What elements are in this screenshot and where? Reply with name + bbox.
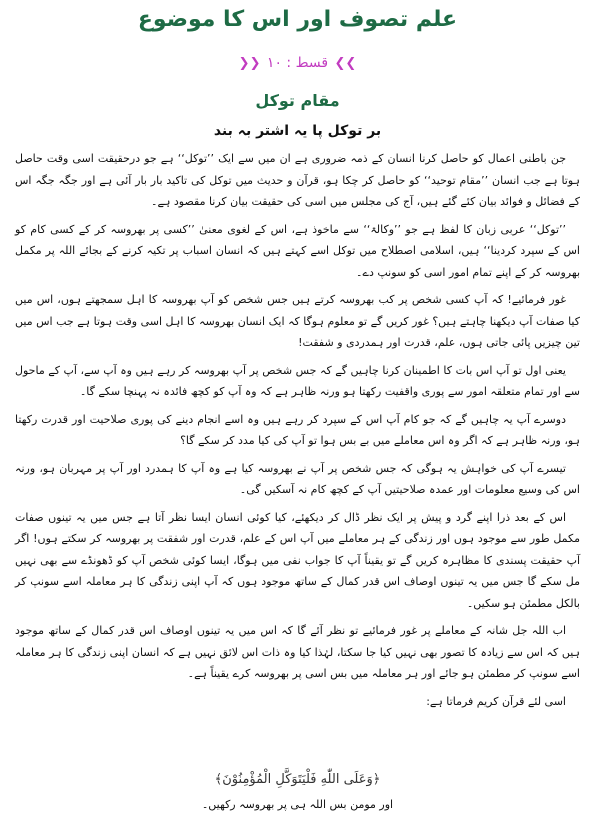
section-heading: بر توکل پا یہ اشتر بہ بند (213, 123, 382, 139)
paragraph-3: غور فرمائیے! کہ آپ کسی شخص پر کب بھروسہ کرتے ہیں جس شخص کو آپ بھروسہ کا اہل سمجھتے ہوں، اس میں کیا صفات آپ دیکھنا چاہتے ہیں؟ غور کریں گے تو معلوم ہوگا کہ ایک انسان بھروسہ کا اہل اسی وقت ہوتا ہے جب اس میں تین چیزیں پائی جاتی ہوں، علم، قدرت اور ہمدردی و شفقت! (15, 293, 580, 349)
article-title: علم تصوف اور اس کا موضوع (137, 7, 458, 32)
paragraph-4: یعنی اول تو آپ اس بات کا اطمینان کرنا چاہیں گے کہ جس شخص پر آپ بھروسہ کر رہے ہیں وہ آپ سے، آپ کے ماحول سے اور تمام متعلقہ امور سے پوری واقفیت رکھتا ہو ورنہ ظاہر ہے کہ وہ آپ کو کچھ فائدہ نہ پہنچا سکے گا۔ (15, 363, 580, 398)
article-body (15, 148, 580, 718)
paragraph-5: دوسرے آپ یہ چاہیں گے کہ جو کام آپ اس کے سپرد کر رہے ہیں وہ اسے انجام دینے کی پوری صلاحیت اور قدرت رکھتا ہو، ورنہ ظاہر ہے کہ اگر وہ اس معاملے میں بے بس ہوا تو آپ کی کیا مدد کر سکے گا؟ (15, 412, 580, 447)
ornament-left-icon: ❮❮ (238, 56, 261, 71)
ornament-right-icon: ❯❯ (334, 56, 357, 71)
episode-label (237, 53, 359, 74)
paragraph-1: جن باطنی اعمال کو حاصل کرنا انسان کے ذمہ ضروری ہے ان میں سے ایک ’’توکل‘‘ ہے جو درحقیقت اسی وقت حاصل ہوتا ہے جب انسان ’’مقام توحید‘‘ کو حاصل کر چکا ہو، قرآن و حدیث میں توکل کی تاکید بار بار آئی ہے اور جگہ جگہ اس کے فضائل و فوائد بیان کئے گئے ہیں، آج کی مجلس میں اسی کی حقیقت بیان کرنا مقصود ہے۔ (15, 152, 580, 208)
verse-translation: اور مومن بس اللہ ہی پر بھروسہ رکھیں۔ (201, 798, 394, 811)
paragraph-2: ’’توکل‘‘ عربی زبان کا لفظ ہے جو ’’وکالۃ‘‘ سے ماخوذ ہے، اس کے لغوی معنیٰ ’’کسی پر بھروسہ کر کے کسی کام کو اس کے سپرد کردینا‘‘ ہیں، اسلامی اصطلاح میں توکل اسے کہتے ہیں کہ انسان اسباب پر تکیہ کرنے کے بجائے اللہ پر مکمل بھروسہ کر کے اپنے تمام امور اسی کو سونپ دے۔ (15, 222, 580, 279)
paragraph-9: اسی لئے قرآن کریم فرماتا ہے: (426, 694, 566, 708)
paragraph-7: اس کے بعد ذرا اپنے گرد و پیش پر ایک نظر ڈال کر دیکھئے، کیا کوئی انسان ایسا نظر آتا ہے جس میں یہ تینوں صفات مکمل طور سے موجود ہوں اور زندگی کے ہر معاملے میں آپ اس کے علم، قدرت اور شفقت پر بھروسہ کر سکتے ہوں! اگر آپ حقیقت پسندی کا مظاہرہ کریں گے تو یقیناً آپ کا جواب نفی میں ہوگا، ایسا کوئی شخص آپ کو ڈھونڈے سے بھی نہیں مل سکے گا جس میں یہ تینوں اوصاف اس قدر کمال کے ساتھ موجود ہوں کہ آپ اپنی زندگی کا ہر معاملہ اسے سونپ کر بالکل مطمئن ہو سکیں۔ (15, 510, 580, 610)
paragraph-6: تیسرے آپ کی خواہش یہ ہوگی کہ جس شخص پر آپ نے بھروسہ کیا ہے وہ آپ کا ہمدرد اور آپ پر مہربان ہو، ورنہ اس کی وسیع معلومات اور عمدہ صلاحیتیں آپ کے کچھ کام نہ آسکیں گی۔ (15, 461, 580, 496)
section-subtitle: مقام توکل (255, 91, 340, 110)
paragraph-8: اب اللہ جل شانہ کے معاملے پر غور فرمائیے تو نظر آئے گا کہ اس میں یہ تینوں اوصاف اس قدر کمال کے ساتھ موجود ہیں کہ اس سے زیادہ کا تصور بھی نہیں کیا جا سکتا، لہٰذا کیا وہ ذات اس لائق نہیں ہے کہ انسان اپنی زندگی کا ہر معاملہ اسے سونپ کر مطمئن ہو جائے اور ہر معاملہ میں بس اسی پر بھروسہ کرے یقیناً ہے۔ (15, 624, 580, 680)
episode-number: قسط : ۱۰ (266, 55, 329, 71)
episode-label-wrap (0, 52, 595, 74)
quran-verse: ﴿وَعَلَى اللّٰهِ فَلْيَتَوَكَّلِ الْمُؤْمِنُوْنَ﴾ (214, 772, 381, 787)
